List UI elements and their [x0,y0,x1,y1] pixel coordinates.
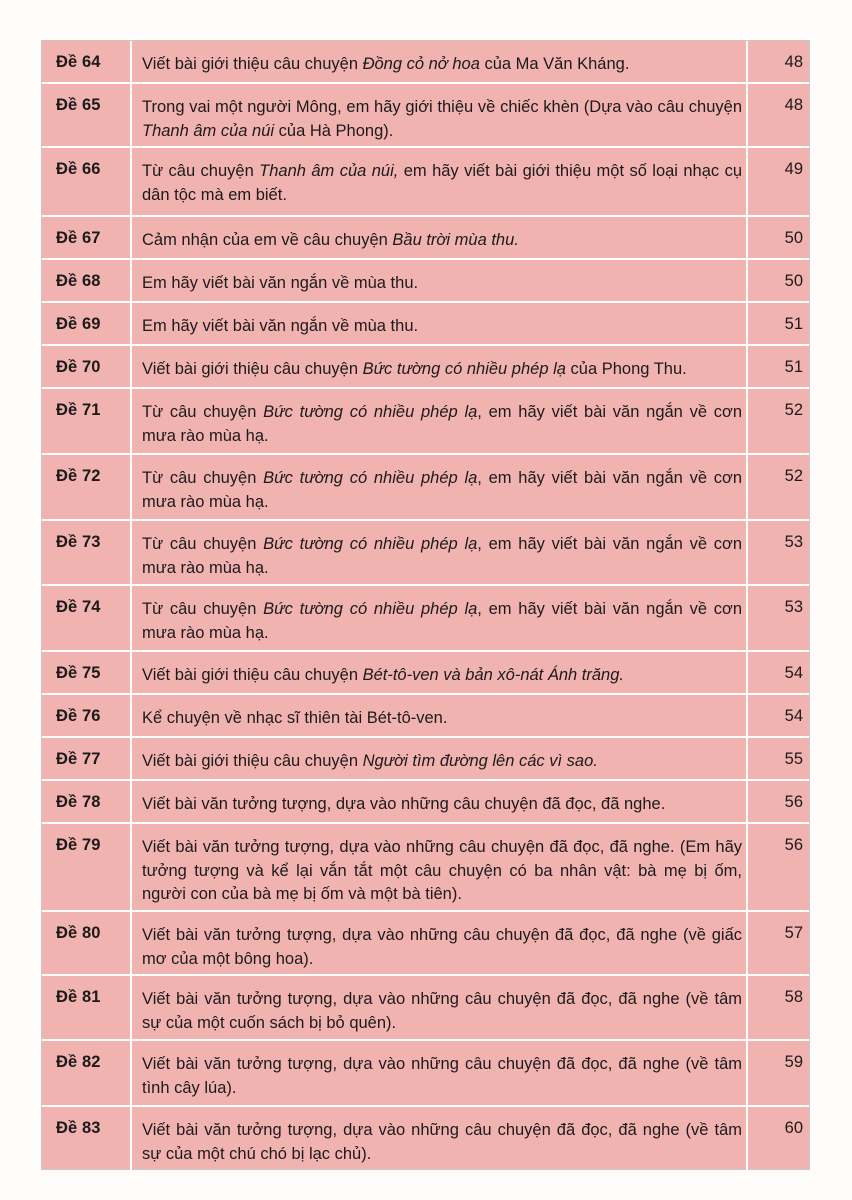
column-divider [130,260,132,301]
exercise-label: Đề 67 [56,229,101,247]
description-text: Em hãy viết bài văn ngắn về mùa thu. [142,274,419,292]
exercise-description [142,1119,742,1166]
table-of-contents [41,40,810,1170]
exercise-description [142,707,742,731]
exercise-label: Đề 72 [56,467,101,485]
exercise-description [142,160,742,207]
table-row [42,217,809,260]
description-text: Viết bài giới thiệu câu chuyện [142,752,363,770]
exercise-description [142,358,742,382]
description-text: Từ câu chuyện [142,600,264,618]
exercise-label: Đề 80 [56,924,101,942]
exercise-description [142,1053,742,1100]
page-number: 52 [784,467,803,485]
description-text: , em hãy viết bài văn ngắn về cơn mưa rào mùa hạ. [142,600,742,642]
description-text: Viết bài văn tưởng tượng, dựa vào những câu chuyện đã đọc, đã nghe (về tâm tình cây lúa). [142,1055,742,1097]
exercise-label: Đề 83 [56,1119,101,1137]
description-text: Viết bài văn tưởng tượng, dựa vào những câu chuyện đã đọc, đã nghe (về tâm sự của một cuốn sách bị bỏ quên). [142,990,742,1032]
page-number: 51 [784,358,803,376]
story-title: Bầu trời mùa thu. [392,231,519,249]
column-divider [130,586,132,650]
column-divider [746,84,748,146]
table-row [42,781,809,824]
exercise-label: Đề 65 [56,96,101,114]
description-text: của Phong Thu. [565,360,687,378]
column-divider [130,84,132,146]
page-number: 57 [784,924,803,942]
exercise-description [142,988,742,1035]
story-title: Bức tường có nhiều phép lạ [263,469,478,487]
page-number: 53 [784,533,803,551]
column-divider [746,521,748,584]
table-row [42,824,809,912]
description-text: Kể chuyện về nhạc sĩ thiên tài Bét-tô-ven. [142,709,448,727]
story-title: Bức tường có nhiều phép lạ [362,360,566,378]
column-divider [746,976,748,1039]
page-number: 52 [784,401,803,419]
column-divider [746,824,748,910]
page-number: 56 [784,793,803,811]
exercise-description [142,401,742,448]
column-divider [130,521,132,584]
table-row [42,84,809,148]
page-number: 56 [784,836,803,854]
description-text: Viết bài văn tưởng tượng, dựa vào những câu chuyện đã đọc, đã nghe (về tâm sự của một chú chó bị lạc chủ). [142,1121,742,1163]
description-text: Từ câu chuyện [142,469,264,487]
table-row [42,455,809,521]
table-row [42,303,809,346]
column-divider [746,303,748,344]
column-divider [746,346,748,387]
page-number: 48 [784,96,803,114]
exercise-label: Đề 75 [56,664,101,682]
column-divider [130,389,132,453]
exercise-description [142,750,742,774]
story-title: Thanh âm của núi [142,121,275,140]
exercise-description [142,533,742,580]
exercise-description [142,229,742,253]
page-number: 49 [784,160,803,178]
exercise-label: Đề 70 [56,358,101,376]
description-text: của Hà Phong). [274,121,394,140]
description-text: Em hãy viết bài văn ngắn về mùa thu. [142,317,419,335]
exercise-label: Đề 79 [56,836,101,854]
page-number: 58 [784,988,803,1006]
exercise-label: Đề 64 [56,53,101,71]
page-number: 60 [784,1119,803,1137]
exercise-label: Đề 68 [56,272,101,290]
column-divider [130,652,132,693]
page-number: 59 [784,1053,803,1071]
story-title: Bét-tô-ven và bản xô-nát Ánh trăng. [362,666,624,684]
page-number: 55 [784,750,803,768]
description-text: của Ma Văn Kháng. [479,55,630,73]
exercise-label: Đề 76 [56,707,101,725]
exercise-label: Đề 81 [56,988,101,1006]
description-text: Viết bài giới thiệu câu chuyện [142,666,363,684]
story-title: Người tìm đường lên các vì sao. [362,752,598,770]
column-divider [746,586,748,650]
column-divider [130,1107,132,1171]
column-divider [746,217,748,258]
column-divider [130,303,132,344]
column-divider [746,695,748,736]
column-divider [130,346,132,387]
story-title: Đồng cỏ nở hoa [362,55,480,73]
table-row [42,521,809,586]
table-row [42,148,809,217]
exercise-description [142,96,742,143]
column-divider [130,912,132,974]
story-title: Thanh âm của núi, [259,162,399,180]
table-row [42,346,809,389]
exercise-description [142,664,742,688]
exercise-description [142,53,742,77]
description-text: Viết bài văn tưởng tượng, dựa vào những câu chuyện đã đọc, đã nghe (về giấc mơ của một bông hoa). [142,926,742,968]
column-divider [130,41,132,82]
exercise-label: Đề 71 [56,401,101,419]
description-text: Viết bài văn tưởng tượng, dựa vào những câu chuyện đã đọc, đã nghe. (Em hãy tưởng tượng và kể lại vắn tắt một câu chuyện có ba nhân vật: bà mẹ bị ốm, người con của bà mẹ bị ốm và một bà tiên). [142,838,742,903]
column-divider [130,695,132,736]
description-text: , em hãy viết bài văn ngắn về cơn mưa rào mùa hạ. [142,469,742,511]
table-row [42,1041,809,1107]
table-row [42,260,809,303]
description-text: Từ câu chuyện [142,403,264,421]
column-divider [746,148,748,215]
column-divider [130,455,132,519]
table-row [42,738,809,781]
description-text: , em hãy viết bài văn ngắn về cơn mưa rào mùa hạ. [142,403,742,445]
exercise-description [142,467,742,514]
column-divider [130,824,132,910]
table-row [42,912,809,976]
table-row [42,652,809,695]
page-number: 50 [784,272,803,290]
exercise-label: Đề 77 [56,750,101,768]
column-divider [130,1041,132,1105]
description-text: , em hãy viết bài văn ngắn về cơn mưa rào mùa hạ. [142,535,742,577]
exercise-description [142,836,742,907]
column-divider [130,738,132,779]
exercise-description [142,793,742,817]
description-text: Trong vai một người Mông, em hãy giới thiệu về chiếc khèn (Dựa vào câu chuyện [142,98,742,116]
column-divider [746,389,748,453]
column-divider [746,652,748,693]
exercise-description [142,598,742,645]
table-row [42,1107,809,1171]
table-row [42,695,809,738]
exercise-description [142,272,742,296]
page-number: 51 [784,315,803,333]
exercise-label: Đề 69 [56,315,101,333]
description-text: Cảm nhận của em về câu chuyện [142,231,393,249]
exercise-label: Đề 82 [56,1053,101,1071]
description-text: Viết bài giới thiệu câu chuyện [142,360,363,378]
column-divider [130,217,132,258]
story-title: Bức tường có nhiều phép lạ [263,403,478,421]
column-divider [746,260,748,301]
exercise-label: Đề 73 [56,533,101,551]
story-title: Bức tường có nhiều phép lạ [263,600,478,618]
column-divider [746,1107,748,1171]
column-divider [746,781,748,822]
page-number: 48 [784,53,803,71]
column-divider [746,41,748,82]
description-text: Viết bài giới thiệu câu chuyện [142,55,363,73]
column-divider [746,912,748,974]
table-row [42,976,809,1041]
description-text: Viết bài văn tưởng tượng, dựa vào những câu chuyện đã đọc, đã nghe. [142,795,666,813]
column-divider [130,976,132,1039]
exercise-description [142,315,742,339]
description-text: Từ câu chuyện [142,162,260,180]
exercise-label: Đề 78 [56,793,101,811]
page-number: 54 [784,707,803,725]
column-divider [746,738,748,779]
column-divider [130,781,132,822]
description-text: Từ câu chuyện [142,535,264,553]
page-number: 50 [784,229,803,247]
page-number: 54 [784,664,803,682]
exercise-label: Đề 66 [56,160,101,178]
description-text: em hãy viết bài giới thiệu một số loại nhạc cụ dân tộc mà em biết. [142,162,743,204]
column-divider [746,1041,748,1105]
column-divider [130,148,132,215]
table-row [42,586,809,652]
exercise-description [142,924,742,971]
table-row [42,389,809,455]
exercise-label: Đề 74 [56,598,101,616]
column-divider [746,455,748,519]
table-row [42,41,809,84]
story-title: Bức tường có nhiều phép lạ [263,535,478,553]
page-number: 53 [784,598,803,616]
